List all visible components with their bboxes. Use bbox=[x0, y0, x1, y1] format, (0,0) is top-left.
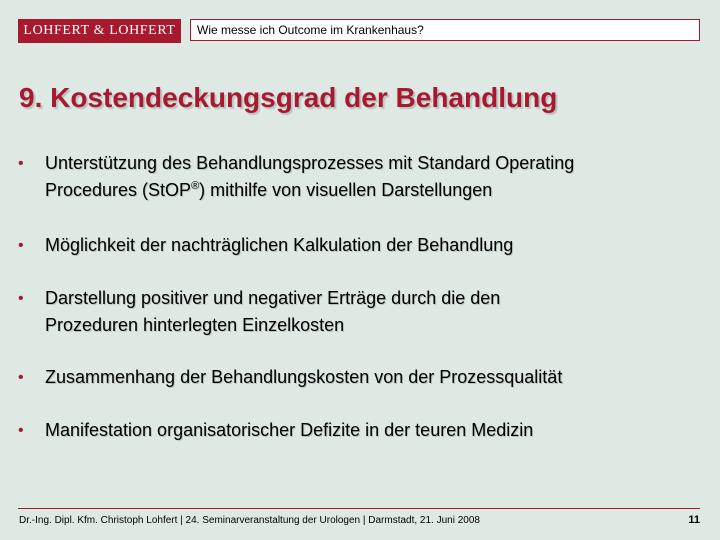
bullet-line: Prozeduren hinterlegten Einzelkosten bbox=[45, 315, 345, 335]
footer-credits: Dr.-Ing. Dipl. Kfm. Christoph Lohfert | 24. Seminarveranstaltung der Urologen | Darmstadt, 21. Juni 2008 bbox=[19, 515, 480, 526]
bullet-item bbox=[18, 150, 708, 204]
slide-title: 9. Kostendeckungsgrad der Behandlung bbox=[19, 82, 558, 113]
bullet-text bbox=[45, 285, 708, 339]
bullet-text bbox=[45, 150, 708, 204]
bullet-item bbox=[18, 285, 708, 339]
bullet-line: Unterstützung des Behandlungsprozesses mit Standard Operating bbox=[45, 153, 575, 173]
bullet-marker-icon: • bbox=[18, 369, 24, 386]
presentation-topic: Wie messe ich Outcome im Krankenhaus? bbox=[190, 19, 700, 41]
bullet-marker-icon: • bbox=[18, 237, 24, 254]
bullet-item bbox=[18, 417, 708, 444]
company-logo: LOHFERT & LOHFERT bbox=[18, 19, 181, 43]
bullet-line: Darstellung positiver und negativer Erträge durch die den bbox=[45, 288, 501, 308]
page-number: 11 bbox=[688, 514, 700, 526]
registered-mark: ® bbox=[191, 180, 200, 192]
footer-divider bbox=[18, 508, 700, 509]
bullet-item bbox=[18, 364, 708, 391]
bullet-text: Zusammenhang der Behandlungskosten von der Prozessqualität bbox=[45, 367, 563, 387]
bullet-line: Procedures (StOP bbox=[45, 180, 192, 200]
bullet-marker-icon: • bbox=[18, 290, 24, 307]
bullet-item bbox=[18, 232, 708, 259]
bullet-line: ) mithilfe von visuellen Darstellungen bbox=[199, 180, 493, 200]
bullet-marker-icon: • bbox=[18, 155, 24, 172]
bullet-marker-icon: • bbox=[18, 422, 24, 439]
bullet-text: Manifestation organisatorischer Defizite in der teuren Medizin bbox=[45, 420, 534, 440]
bullet-text: Möglichkeit der nachträglichen Kalkulation der Behandlung bbox=[45, 235, 514, 255]
